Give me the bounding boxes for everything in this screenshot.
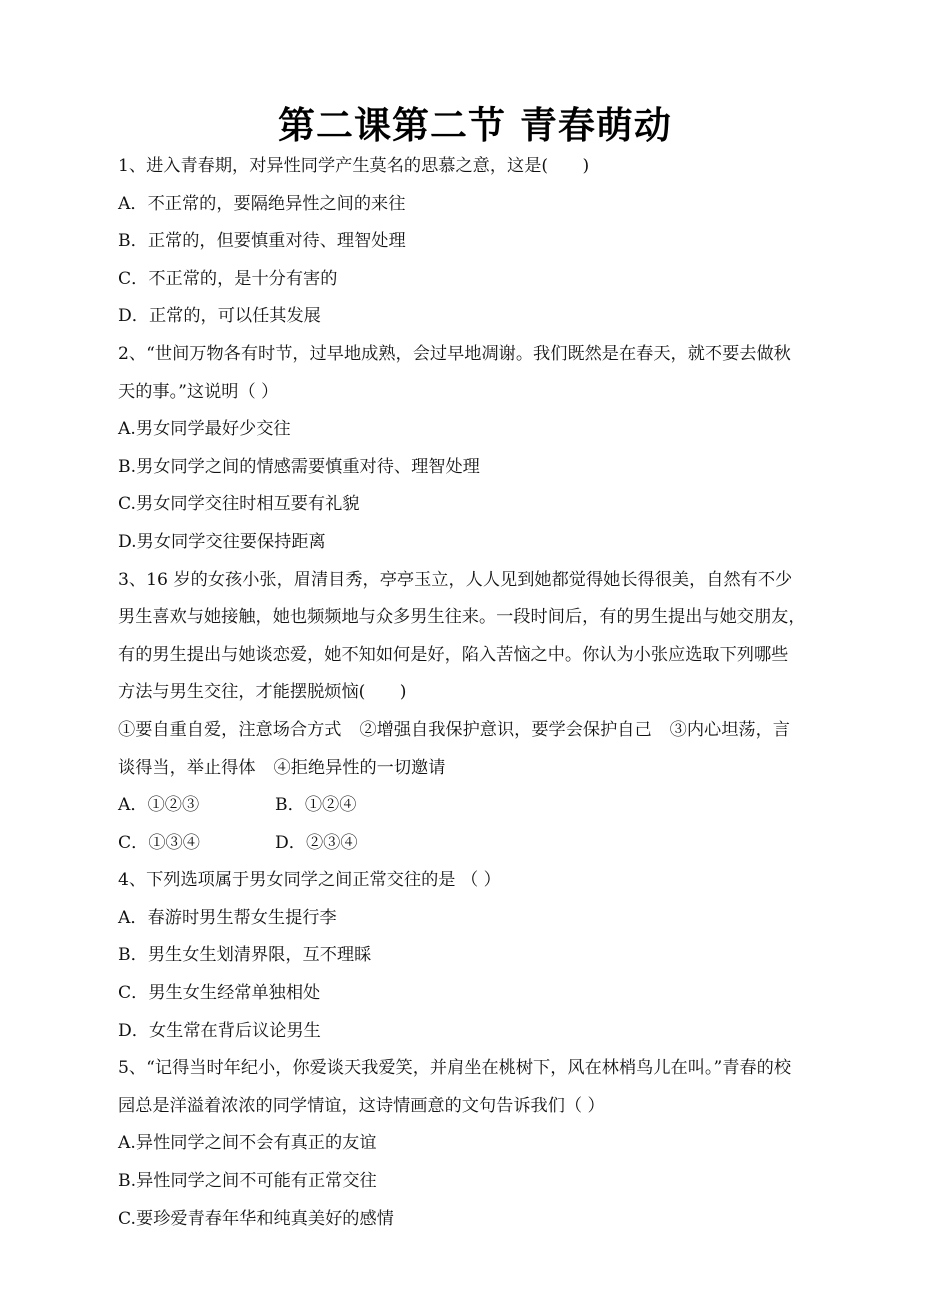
q3-choices-row1: [118, 787, 844, 825]
q1-stem: 1、进入青春期，对异性同学产生莫名的思慕之意，这是( ): [118, 156, 590, 176]
page-title: 第二课第二节 青春萌动: [278, 104, 672, 147]
q2-option-a: A.男女同学最好少交往: [118, 419, 291, 440]
q3-statements-line1: [118, 712, 844, 750]
q1-option-b: B．正常的，但要慎重对待、理智处理: [118, 231, 406, 252]
q3-choice-d: D．②③④: [275, 832, 358, 853]
q2-option-d: D.男女同学交往要保持距离: [118, 531, 326, 552]
q1-option-c: C．不正常的，是十分有害的: [118, 268, 338, 289]
q3-statement-3-start: ③内心坦荡，言: [669, 719, 790, 740]
q1-option-d: D．正常的，可以任其发展: [118, 306, 321, 327]
q2-stem-line2: 天的事。”这说明（ ）: [118, 381, 279, 402]
q4-stem: 4、下列选项属于男女同学之间正常交往的是 （ ）: [118, 870, 501, 891]
q3-choice-c: C．①③④: [118, 832, 200, 853]
q5-option-b: B.异性同学之间不可能有正常交往: [118, 1171, 377, 1192]
question-content: [118, 148, 844, 1238]
q3-statements-line2: [118, 750, 844, 788]
q3-stem-line1: 3、16 岁的女孩小张，眉清目秀，亭亭玉立，人人见到她都觉得她长得很美，自然有不少: [118, 569, 793, 590]
q4-option-a: A．春游时男生帮女生提行李: [118, 907, 337, 928]
q2-option-b: B.男女同学之间的情感需要慎重对待、理智处理: [118, 456, 480, 477]
q4-option-b: B．男生女生划清界限，互不理睬: [118, 945, 372, 966]
q5-stem-line2: 园总是洋溢着浓浓的同学情谊，这诗情画意的文句告诉我们（ ）: [118, 1095, 605, 1116]
q5-option-a: A.异性同学之间不会有真正的友谊: [118, 1133, 377, 1154]
q4-option-d: D．女生常在背后议论男生: [118, 1020, 321, 1041]
q5-option-c: C.要珍爱青春年华和纯真美好的感情: [118, 1208, 394, 1229]
q2-option-c: C.男女同学交往时相互要有礼貌: [118, 494, 360, 515]
q1-option-a: A．不正常的，要隔绝异性之间的来往: [118, 193, 406, 214]
q3-choices-row2: [118, 825, 844, 863]
q2-stem-line1: 2、“世间万物各有时节，过早地成熟，会过早地凋谢。我们既然是在春天，就不要去做秋: [118, 343, 791, 364]
q3-stem-line3: 有的男生提出与她谈恋爱，她不知如何是好，陷入苦恼之中。你认为小张应选取下列哪些: [118, 644, 789, 665]
q3-statement-4: ④拒绝异性的一切邀请: [273, 757, 446, 778]
q3-statement-1: ①要自重自爱，注意场合方式: [118, 719, 342, 740]
q5-stem-line1: 5、“记得当时年纪小，你爱谈天我爱笑，并肩坐在桃树下，风在林梢鸟儿在叫。”青春的校: [118, 1058, 792, 1079]
q3-stem-line4: 方法与男生交往，才能摆脱烦恼( ): [118, 682, 407, 703]
q3-stem-line2: 男生喜欢与她接触，她也频频地与众多男生往来。一段时间后，有的男生提出与她交朋友，: [118, 607, 806, 628]
q3-choice-a: A．①②③: [118, 795, 200, 816]
q4-option-c: C．男生女生经常单独相处: [118, 983, 321, 1004]
q3-choice-b: B．①②④: [275, 795, 357, 816]
q3-statement-2: ②增强自我保护意识，要学会保护自己: [359, 719, 652, 740]
q3-statement-3-end: 谈得当，举止得体: [118, 757, 256, 778]
